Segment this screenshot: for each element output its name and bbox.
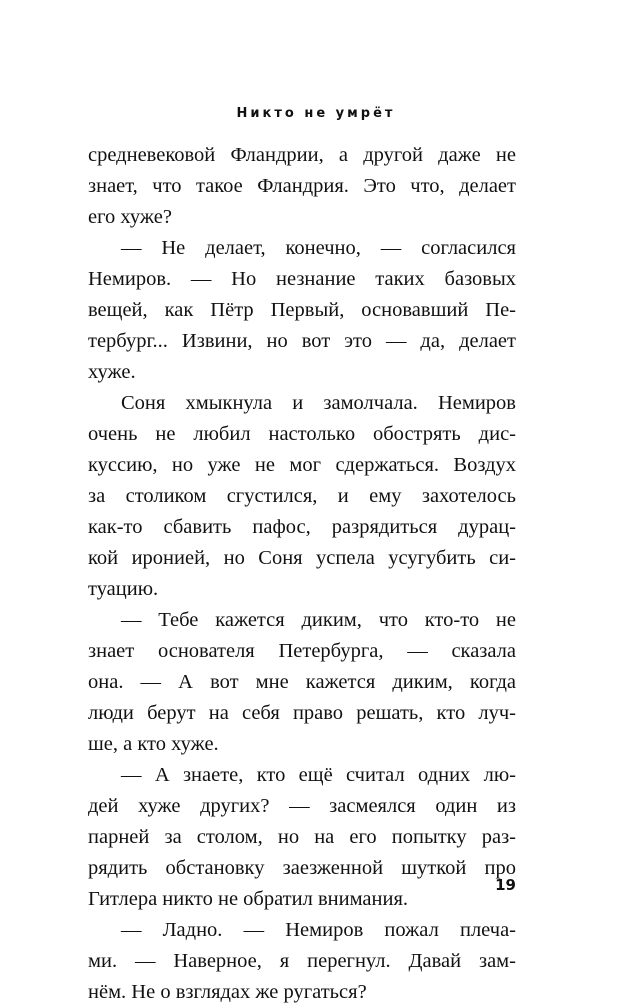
text-line: вещей, как Пётр Первый, основавший Пе- — [88, 299, 516, 321]
text-line: хуже. — [88, 361, 136, 383]
text-line: — Не делает, конечно, — согласился — [121, 237, 516, 259]
text-line: знает основателя Петербурга, — сказала — [88, 640, 516, 662]
text-line: Гитлера никто не обратил внимания. — [88, 888, 409, 910]
text-line: куссию, но уже не мог сдержаться. Воздух — [88, 454, 516, 476]
text-line: люди берут на себя право решать, кто луч- — [88, 702, 516, 724]
body-text — [88, 140, 516, 1008]
text-line: нём. Не о взглядах же ругаться? — [88, 981, 367, 1003]
text-line: средневековой Фландрии, а другой даже не — [88, 144, 516, 166]
running-title: Никто не умрёт — [236, 106, 396, 121]
text-line: кой иронией, но Соня успела усугубить си- — [88, 547, 516, 569]
text-line: за столиком сгустился, и ему захотелось — [88, 485, 516, 507]
text-line: Немиров. — Но незнание таких базовых — [88, 268, 516, 290]
text-line: туацию. — [88, 578, 159, 600]
text-line: ше, а кто хуже. — [88, 733, 219, 755]
text-line: — А знаете, кто ещё считал одних лю- — [121, 764, 516, 786]
text-line: Соня хмыкнула и замолчала. Немиров — [121, 392, 516, 414]
page-number: 19 — [495, 876, 516, 894]
text-line: знает, что такое Фландрия. Это что, делает — [88, 175, 516, 197]
text-line: парней за столом, но на его попытку раз- — [88, 826, 516, 848]
text-line: очень не любил настолько обострять дис- — [88, 423, 516, 445]
text-line: как-то сбавить пафос, разрядиться дурац- — [88, 516, 516, 538]
text-line: она. — А вот мне кажется диким, когда — [88, 671, 516, 693]
text-line: рядить обстановку заезженной шуткой про — [88, 857, 516, 879]
text-line: — Тебе кажется диким, что кто-то не — [121, 609, 516, 631]
text-line: ми. — Наверное, я перегнул. Давай зам- — [88, 950, 516, 972]
text-line: тербург... Извини, но вот это — да, делает — [88, 330, 516, 352]
text-line: его хуже? — [88, 206, 172, 228]
text-line: дей хуже других? — засмеялся один из — [88, 795, 516, 817]
text-line: — Ладно. — Немиров пожал плеча- — [121, 919, 516, 941]
